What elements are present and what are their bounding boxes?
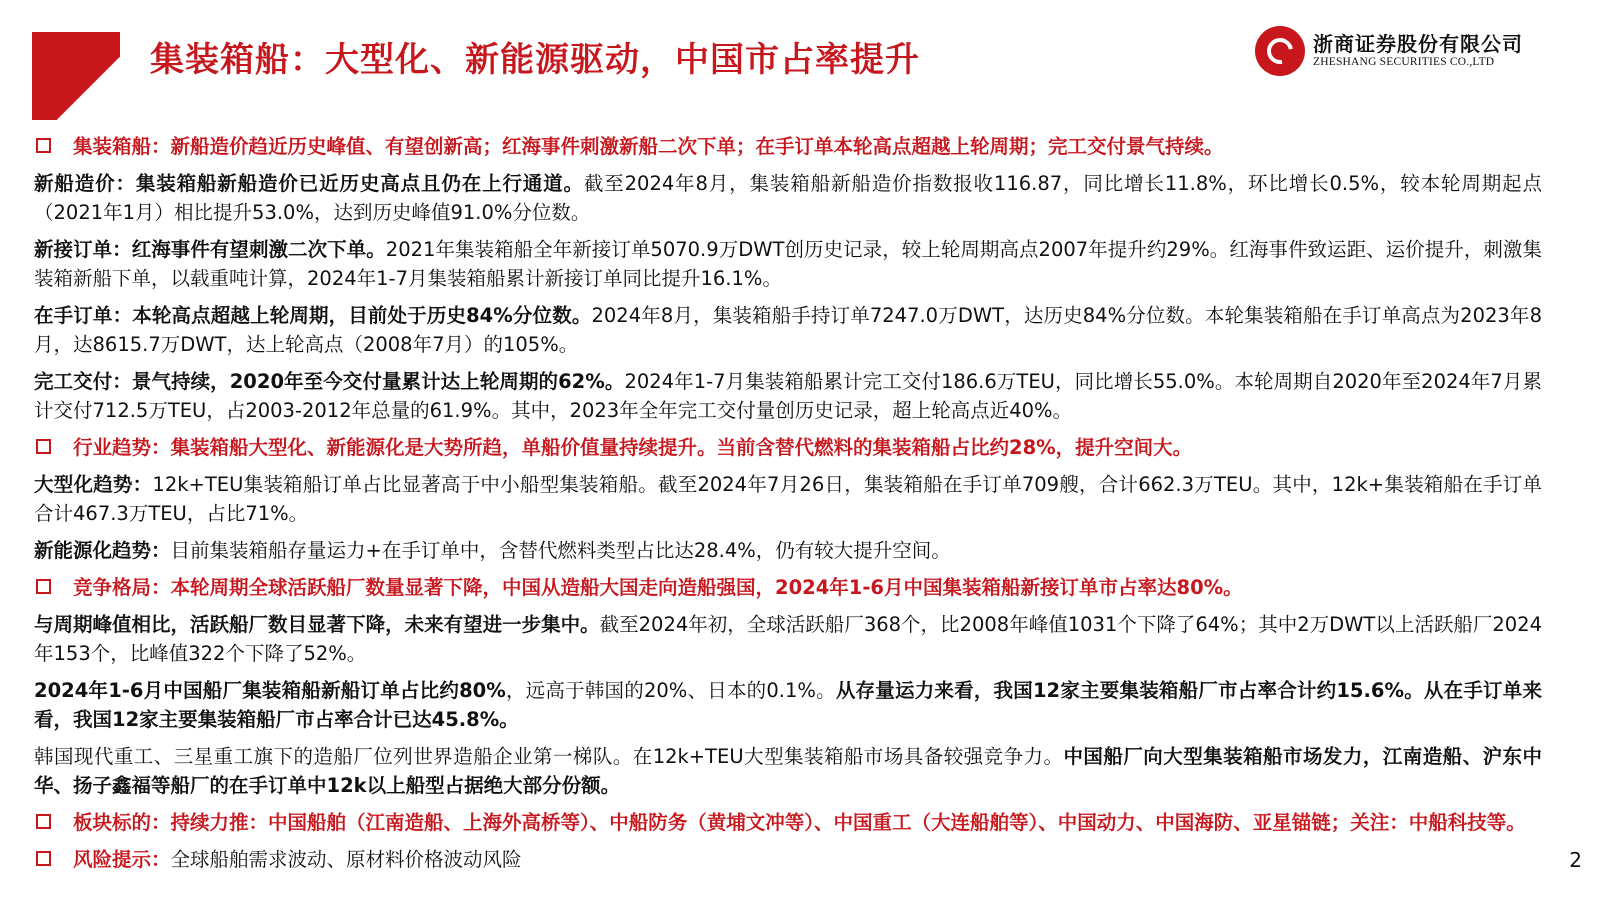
para-body: ，远高于韩国的20%、日本的0.1%。 <box>505 679 836 702</box>
section-bullet-risk <box>34 845 1542 874</box>
para-body: 截至2024年初，全球活跃船厂368个，比2008年峰值1031个下降了64%；其中2万DWT以上活跃船厂2024年153个，比峰值322个下降了52%。 <box>34 613 1542 665</box>
paragraph-upsizing-trend <box>34 470 1542 528</box>
para-body: 2024年1-7月集装箱船累计完工交付186.6万TEU，同比增长55.0%。本轮周期自2020年至2024年7月累计交付712.5万TEU，占2003-2012年总量的61.9%。其中，2023年全年完工交付量创历史记录，超上轮高点近40%。 <box>34 370 1542 422</box>
paragraph-newbuild-price <box>34 169 1542 227</box>
para-lead: 在手订单：本轮高点超越上轮周期，目前处于历史84%分位数。 <box>34 304 592 327</box>
paragraph-china-share <box>34 676 1542 734</box>
paragraph-deliveries <box>34 367 1542 425</box>
paragraph-orderbook <box>34 301 1542 359</box>
paragraph-active-shipyards <box>34 610 1542 668</box>
corner-accent-block <box>32 32 120 120</box>
company-logo-icon <box>1255 26 1305 76</box>
square-bullet-icon <box>36 579 51 594</box>
bullet-heading: 集装箱船：新船造价趋近历史峰值、有望创新高；红海事件刺激新船二次下单；在手订单本轮高点超越上轮周期；完工交付景气持续。 <box>73 135 1224 158</box>
para-lead-2: 从存量运力来看，我国12家主要集装箱船厂市占率合计约15.6%。从在手订单来看，我国12家主要集装箱船厂市占率合计已达45.8%。 <box>34 679 1542 731</box>
paragraph-new-energy-trend <box>34 536 1542 565</box>
brand-name-en: ZHESHANG SECURITIES CO.,LTD <box>1313 56 1495 68</box>
brand-header <box>1255 26 1535 76</box>
page-title: 集装箱船：大型化、新能源驱动，中国市占率提升 <box>150 40 920 80</box>
para-lead: 新船造价：集装箱船新船造价已近历史高点且仍在上行通道。 <box>34 172 584 195</box>
risk-label: 风险提示： <box>73 848 171 871</box>
bullet-heading: 板块标的：持续力推：中国船舶（江南造船、上海外高桥等）、中船防务（黄埔文冲等）、中国重工（大连船舶等）、中国动力、中国海防、亚星锚链；关注：中船科技等。 <box>73 811 1526 834</box>
para-lead: 与周期峰值相比，活跃船厂数目显著下降，未来有望进一步集中。 <box>34 613 600 636</box>
para-body: 2021年集装箱船全年新接订单5070.9万DWT创历史记录，较上轮周期高点2007年提升约29%。红海事件致运距、运价提升，刺激集装箱新船下单，以载重吨计算，2024年1-7月集装箱船累计新接订单同比提升16.1%。 <box>34 238 1542 290</box>
para-lead: 大型化趋势： <box>34 473 153 496</box>
para-body: 12k+TEU集装箱船订单占比显著高于中小船型集装箱船。截至2024年7月26日，集装箱船在手订单709艘，合计662.3万TEU。其中，12k+集装箱船在手订单合计467.3万TEU，占比71%。 <box>34 473 1542 525</box>
section-bullet-competition <box>34 573 1542 602</box>
para-lead: 2024年1-6月中国船厂集装箱船新船订单占比约80% <box>34 679 506 702</box>
square-bullet-icon <box>36 851 51 866</box>
para-body: 截至2024年8月，集装箱船新船造价指数报收116.87，同比增长11.8%，环比增长0.5%，较本轮周期起点（2021年1月）相比提升53.0%，达到历史峰值91.0%分位数。 <box>34 172 1542 224</box>
para-lead: 完工交付：景气持续，2020年至今交付量累计达上轮周期的62%。 <box>34 370 625 393</box>
para-body: 韩国现代重工、三星重工旗下的造船厂位列世界造船企业第一梯队。在12k+TEU大型集装箱船市场具备较强竞争力。 <box>34 745 1064 768</box>
para-lead: 新能源化趋势： <box>34 539 171 562</box>
page-number: 2 <box>1569 848 1582 872</box>
paragraph-korea-vs-china <box>34 742 1542 800</box>
paragraph-new-orders <box>34 235 1542 293</box>
section-bullet-industry-trend <box>34 433 1542 462</box>
bullet-heading <box>73 845 522 874</box>
square-bullet-icon <box>36 814 51 829</box>
section-bullet-container-ship <box>34 132 1542 161</box>
section-bullet-stocks <box>34 808 1542 837</box>
brand-name-cn: 浙商证券股份有限公司 <box>1313 32 1523 56</box>
bullet-heading: 行业趋势：集装箱船大型化、新能源化是大势所趋，单船价值量持续提升。当前含替代燃料的集装箱船占比约28%，提升空间大。 <box>73 436 1193 459</box>
para-lead-2: 中国船厂向大型集装箱船市场发力，江南造船、沪东中华、扬子鑫福等船厂的在手订单中12k以上船型占据绝大部分份额。 <box>34 745 1542 797</box>
para-body: 目前集装箱船存量运力+在手订单中，含替代燃料类型占比达28.4%，仍有较大提升空间。 <box>170 539 951 562</box>
para-lead: 新接订单：红海事件有望刺激二次下单。 <box>34 238 386 261</box>
square-bullet-icon <box>36 138 51 153</box>
square-bullet-icon <box>36 439 51 454</box>
para-body: 2024年8月，集装箱船手持订单7247.0万DWT，达历史84%分位数。本轮集装箱船在手订单高点为2023年8月，达8615.7万DWT，达上轮高点（2008年7月）的105%。 <box>34 304 1542 356</box>
bullet-heading: 竞争格局：本轮周期全球活跃船厂数量显著下降，中国从造船大国走向造船强国，2024年1-6月中国集装箱船新接订单市占率达80%。 <box>73 576 1243 599</box>
slide-content <box>34 132 1542 882</box>
risk-text: 全球船舶需求波动、原材料价格波动风险 <box>170 848 522 871</box>
